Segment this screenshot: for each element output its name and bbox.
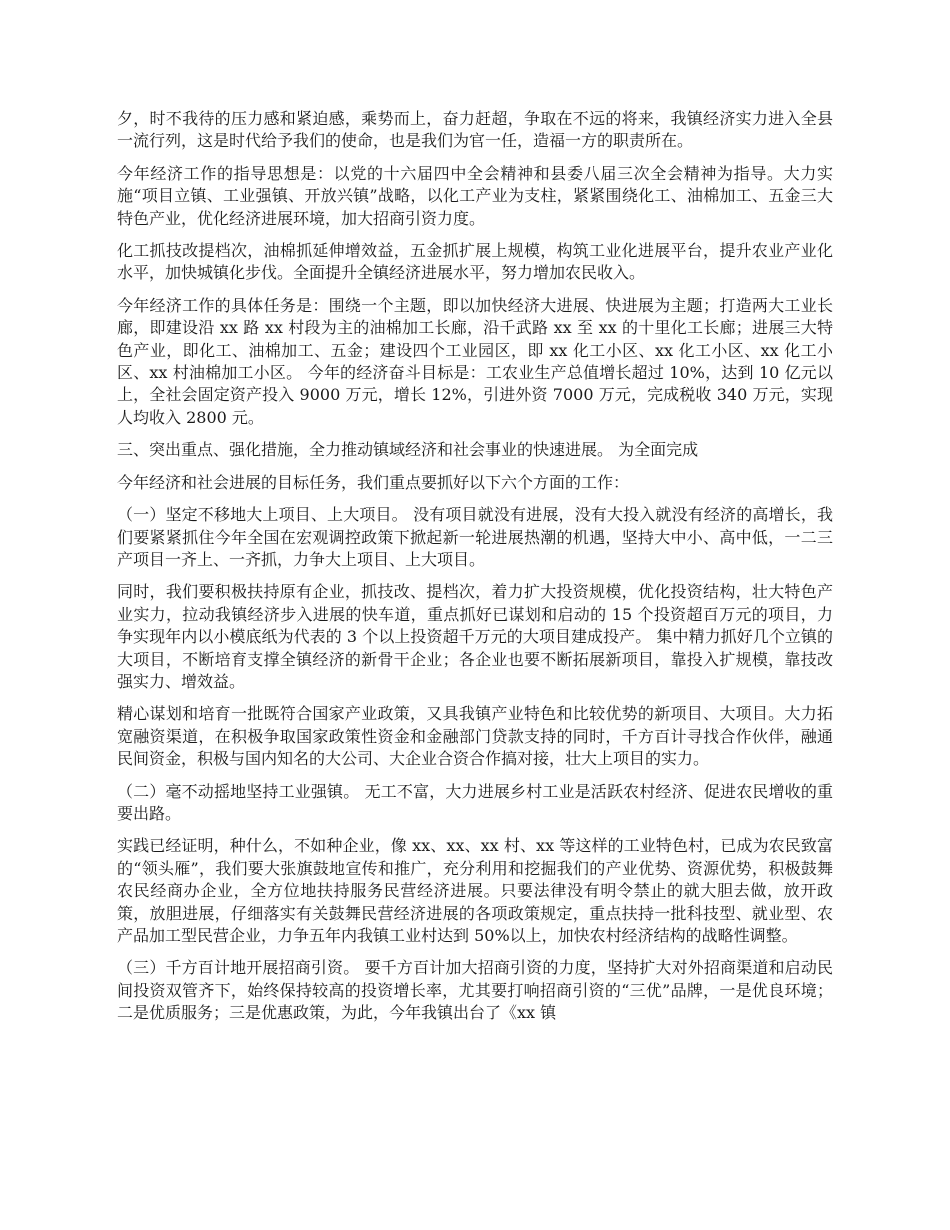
paragraph: 今年经济工作的具体任务是：围绕一个主题，即以加快经济大进展、快进展为主题；打造两大工业长廊，即建设沿 xx 路 xx 村段为主的油棉加工长廊，沿千武路 xx 至 xx 的十里化工长廊；进展三大特色产业，即化工、油棉加工、五金；建设四个工业园区，即 xx 化工小区、xx 化工小区、xx 化工小区、xx 村油棉加工小区。 今年的经济奋斗目标是：工农业生产总值增长超过 10%，达到 10 亿元以上，全社会固定资产投入 9000 万元，增长 12%，引进外资 7000 万元，完成税收 340 万元，实现人均收入 2800 元。 <box>117 295 833 427</box>
paragraph: 今年经济和社会进展的目标任务，我们重点要抓好以下六个方面的工作： <box>117 472 630 492</box>
paragraph: 精心谋划和培育一批既符合国家产业政策，又具我镇产业特色和比较优势的新项目、大项目。大力拓宽融资渠道，在积极争取国家政策性资金和金融部门贷款支持的同时，千方百计寻找合作伙伴，融通民间资金，积极与国内知名的大公司、大企业合资合作搞对接，壮大上项目的实力。 <box>117 704 833 769</box>
paragraph: 同时，我们要积极扶持原有企业，抓技改、提档次，着力扩大投资规模，优化投资结构，壮大特色产业实力，拉动我镇经济步入进展的快车道，重点抓好已谋划和启动的 15 个投资超百万元的项目，力争实现年内以小模底纸为代表的 3 个以上投资超千万元的大项目建成投产。 集中精力抓好几个立镇的大项目，不断培育支撑全镇经济的新骨干企业；各企业也要不断拓展新项目，靠投入扩规模，靠技改强实力、增效益。 <box>117 582 833 691</box>
paragraph: 实践已经证明，种什么，不如种企业，像 xx、xx、xx 村、xx 等这样的工业特色村，已成为农民致富的“领头雁”，我们要大张旗鼓地宣传和推广，充分利用和挖掘我们的产业优势、资源优势，积极鼓舞农民经商办企业，全方位地扶持服务民营经济进展。只要法律没有明令禁止的就大胆去做，放开政策，放胆进展，仔细落实有关鼓舞民营经济进展的各项政策规定，重点扶持一批科技型、就业型、农产品加工型民营企业，力争五年内我镇工业村达到 50%以上，加快农村经济结构的战略性调整。 <box>117 836 833 945</box>
paragraph: （一）坚定不移地大上项目、上大项目。 没有项目就没有进展，没有大投入就没有经济的高增长，我们要紧紧抓住今年全国在宏观调控政策下掀起新一轮进展热潮的机遇，坚持大中小、高中低，一二三产项目一齐上、一齐抓，力争大上项目、上大项目。 <box>117 505 833 569</box>
paragraph: 化工抓技改提档次，油棉抓延伸增效益，五金抓扩展上规模，构筑工业化进展平台，提升农业产业化水平，加快城镇化步伐。全面提升全镇经济进展水平，努力增加农民收入。 <box>117 241 833 283</box>
document-body <box>117 108 833 1035</box>
paragraph: （二）毫不动摇地坚持工业强镇。 无工不富，大力进展乡村工业是活跃农村经济、促进农民增收的重要出路。 <box>117 781 833 823</box>
paragraph: 今年经济工作的指导思想是：以党的十六届四中全会精神和县委八届三次全会精神为指导。大力实施“项目立镇、工业强镇、开放兴镇”战略，以化工产业为支柱，紧紧围绕化工、油棉加工、五金三大特色产业，优化经济进展环境，加大招商引资力度。 <box>117 163 833 228</box>
section-heading: 三、突出重点、强化措施，全力推动镇域经济和社会事业的快速进展。 为全面完成 <box>117 440 699 460</box>
paragraph: （三）千方百计地开展招商引资。 要千方百计加大招商引资的力度，坚持扩大对外招商渠道和启动民间投资双管齐下，始终保持较高的投资增长率，尤其要打响招商引资的“三优”品牌，一是优良环境；二是优质服务；三是优惠政策，为此，今年我镇出台了《xx 镇 <box>117 958 833 1023</box>
paragraph: 夕，时不我待的压力感和紧迫感，乘势而上，奋力赶超，争取在不远的将来，我镇经济实力进入全县一流行列，这是时代给予我们的使命，也是我们为官一任，造福一方的职责所在。 <box>117 109 833 151</box>
